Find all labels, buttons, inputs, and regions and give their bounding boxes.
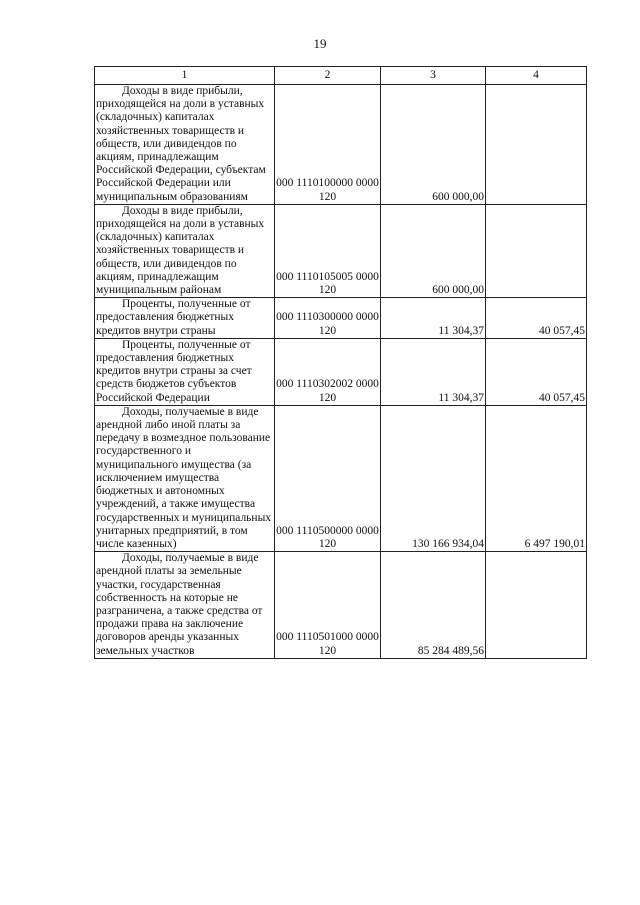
amount-col3-cell: 600 000,00: [381, 85, 486, 205]
column-header-3: 3: [381, 67, 486, 85]
revenue-name-cell: Доходы в виде прибыли, приходящейся на доли в уставных (складочных) капиталах хозяйственных товариществ и обществ, или дивидендов по акциям, принадлежащим Российской Федерации, субъектам Российской Федерации или муниципальным образованиям: [95, 85, 275, 205]
budget-code-cell: 000 1110100000 0000 120: [275, 85, 381, 205]
revenue-name-cell: Доходы, получаемые в виде арендной либо иной платы за передачу в возмездное пользование государственного и муниципального имущества (за исключением имущества бюджетных и автономных учреждений, а также имущества государственных и муниципальных унитарных предприятий, в том числе казенных): [95, 405, 275, 551]
table-row: [95, 338, 587, 405]
amount-col3-cell: 11 304,37: [381, 298, 486, 339]
table-row: [95, 298, 587, 339]
budget-code-cell: 000 1110302002 0000 120: [275, 338, 381, 405]
amount-col3-cell: 11 304,37: [381, 338, 486, 405]
amount-col3-cell: 130 166 934,04: [381, 405, 486, 551]
revenue-name-cell: Проценты, полученные от предоставления бюджетных кредитов внутри страны за счет средств бюджетов субъектов Российской Федерации: [95, 338, 275, 405]
column-header-1: 1: [95, 67, 275, 85]
table-row: [95, 204, 587, 297]
revenue-name-cell: Доходы в виде прибыли, приходящейся на доли в уставных (складочных) капиталах хозяйственных товариществ и обществ, или дивидендов по акциям, принадлежащим муниципальным районам: [95, 204, 275, 297]
column-header-4: 4: [486, 67, 587, 85]
amount-col4-cell: 40 057,45: [486, 338, 587, 405]
budget-code-cell: 000 1110500000 0000 120: [275, 405, 381, 551]
page-number: 19: [313, 36, 327, 51]
column-header-2: 2: [275, 67, 381, 85]
amount-col4-cell: 6 497 190,01: [486, 405, 587, 551]
budget-code-cell: 000 1110300000 0000 120: [275, 298, 381, 339]
table-row: [95, 85, 587, 205]
amount-col3-cell: 85 284 489,56: [381, 552, 486, 659]
table-row: [95, 552, 587, 659]
amount-col4-cell: [486, 552, 587, 659]
amount-col4-cell: [486, 204, 587, 297]
budget-code-cell: 000 1110501000 0000 120: [275, 552, 381, 659]
table-header-row: [95, 67, 587, 85]
amount-col4-cell: 40 057,45: [486, 298, 587, 339]
revenue-name-cell: Проценты, полученные от предоставления бюджетных кредитов внутри страны: [95, 298, 275, 339]
amount-col3-cell: 600 000,00: [381, 204, 486, 297]
budget-revenue-table: [94, 66, 587, 659]
budget-code-cell: 000 1110105005 0000 120: [275, 204, 381, 297]
table-row: [95, 405, 587, 551]
revenue-name-cell: Доходы, получаемые в виде арендной платы за земельные участки, государственная собственность на которые не разграничена, а также средства от продажи права на заключение договоров аренды указанных земельных участков: [95, 552, 275, 659]
amount-col4-cell: [486, 85, 587, 205]
